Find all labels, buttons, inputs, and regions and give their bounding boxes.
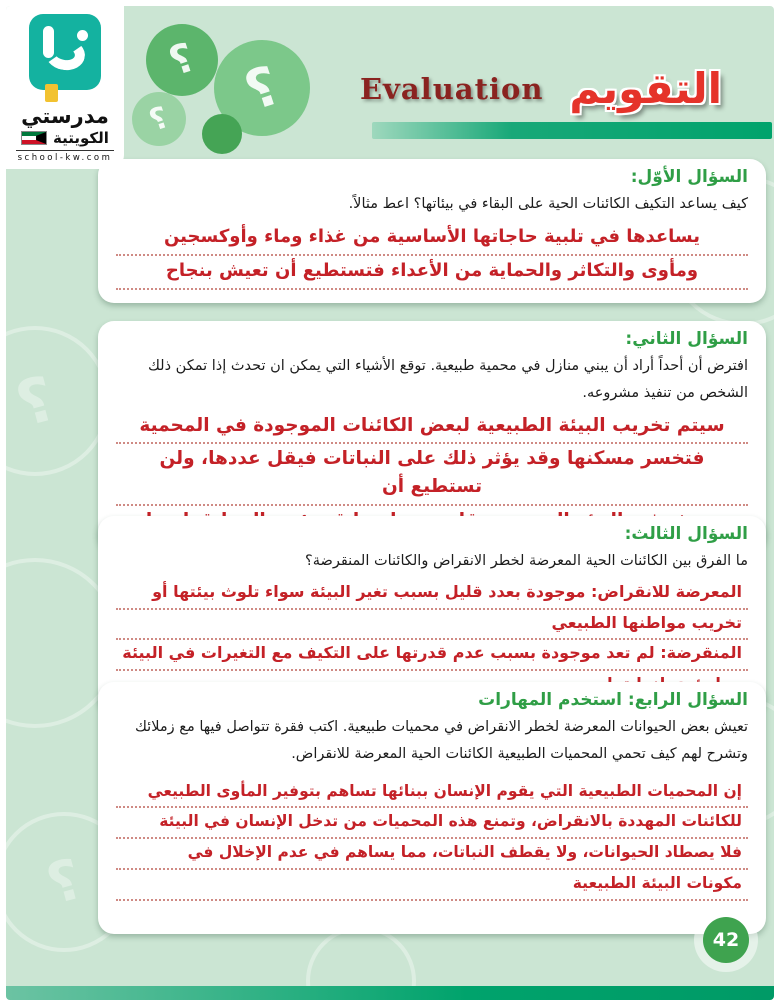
- answer-area: [116, 778, 748, 901]
- answer-line: فتخسر مسكنها وقد يؤثر ذلك على النباتات فيقل عددها، ولن تستطيع أن: [116, 444, 748, 506]
- question-mark-decoration: ؟: [163, 34, 201, 86]
- answer-line: مكونات البيئة الطبيعية: [116, 870, 748, 901]
- green-bubble-decoration: [132, 92, 186, 146]
- logo-domain-text: school-kw.com: [16, 150, 114, 163]
- workbook-page: [6, 6, 774, 1000]
- answer-line: إن المحميات الطبيعية التي يقوم الإنسان ببنائها تساهم بتوفير المأوى الطبيعي: [116, 778, 748, 809]
- background-ring: [6, 326, 110, 476]
- question-mark-decoration: ؟: [39, 846, 89, 918]
- page-header: [360, 64, 722, 113]
- page-title-arabic: التقويم: [569, 64, 722, 113]
- answer-line: ومأوى والتكاثر والحماية من الأعداء فتستطيع أن تعيش بنجاح: [116, 256, 748, 290]
- answer-line: للكائنات المهددة بالانقراض، وتمنع هذه المحميات من تدخل الإنسان في البيئة: [116, 808, 748, 839]
- school-logo-icon: [29, 14, 101, 90]
- logo-name-line2: الكويتية: [53, 129, 109, 147]
- question-text: تعيش بعض الحيوانات المعرضة لخطر الانقراض في محميات طبيعية. اكتب فقرة تتواصل فيها مع زملائك وتشرح لهم كيف تحمي المحميات الطبيعية الكائنات الحية المعرضة للانقراض.: [134, 719, 748, 762]
- footer-bar: [6, 986, 774, 1000]
- answer-line: المعرضة للانقراض: موجودة بعدد قليل بسبب تغير البيئة سواء تلوث بيئتها أو: [116, 579, 748, 610]
- question-text: افترض أن أحداً أراد أن يبني منازل في محمية طبيعية. توقع الأشياء التي يمكن ان تحدث إذا تمكن ذلك الشخص من تنفيذ مشروعه.: [147, 358, 748, 401]
- question-mark-decoration: ؟: [145, 99, 173, 139]
- kuwait-flag-icon: [21, 131, 47, 145]
- question-card-4: [98, 682, 766, 934]
- answer-line: تخريب مواطنها الطبيعي: [116, 610, 748, 641]
- question-text: ما الفرق بين الكائنات الحية المعرضة لخطر الانقراض والكائنات المنقرضة؟: [305, 553, 748, 569]
- question-mark-decoration: ؟: [8, 361, 62, 441]
- answer-area: [116, 222, 748, 290]
- green-bubble-decoration: [146, 24, 218, 96]
- page-number: 42: [703, 917, 749, 963]
- green-bubble-decoration: [202, 114, 242, 154]
- question-title: السؤال الرابع: استخدم المهارات: [478, 690, 748, 710]
- answer-line: يساعدها في تلبية حاجاتها الأساسية من غذاء وماء وأوكسجين: [116, 222, 748, 256]
- question-title: السؤال الثالث:: [624, 524, 748, 544]
- question-title: السؤال الثاني:: [625, 329, 748, 349]
- page-number-badge: [694, 908, 758, 972]
- answer-line: المنقرضة: لم تعد موجودة بسبب عدم قدرتها على التكيف مع التغيرات في البيئة: [116, 640, 748, 671]
- header-divider-bar: [372, 122, 772, 139]
- question-text: كيف يساعد التكيف الكائنات الحية على البقاء في بيئاتها؟ اعط مثالاً.: [348, 196, 748, 212]
- question-title: السؤال الأوّل:: [630, 167, 748, 187]
- question-card-1: [98, 159, 766, 303]
- answer-line: فلا يصطاد الحيوانات، ولا يقطف النباتات، مما يساهم في عدم الإخلال في: [116, 839, 748, 870]
- logo-name-line1: مدرستي: [21, 104, 109, 128]
- page-title-english: Evaluation: [359, 71, 544, 106]
- publisher-logo: [6, 6, 124, 169]
- question-mark-decoration: ؟: [237, 53, 287, 123]
- answer-line: سيتم تخريب البيئة الطبيعية لبعض الكائنات الموجودة في المحمية: [116, 411, 748, 445]
